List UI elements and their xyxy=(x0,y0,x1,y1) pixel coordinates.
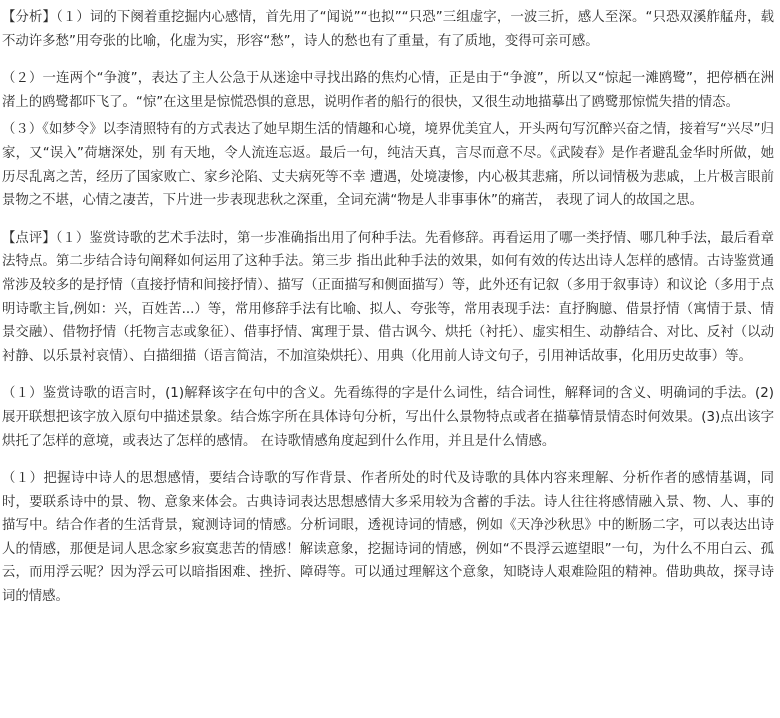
comment-paragraph-1: 【点评】（１）鉴赏诗歌的艺术手法时，第一步准确指出用了何种手法。先看修辞。再看运用了哪一类抒情、哪几种手法，最后看章法特点。第二步结合诗句阐释如何运用了这种手法。第三步 指出此种手法的效果，如何有效的传达出诗人怎样的感情。古诗鉴赏通常涉及较多的是抒情（直接抒情和间接抒情）、描写（正面描写和侧面描写）等，此外还有记叙（多用于叙事诗）和议论（多用于点明诗歌主旨,例如：兴，百姓苦...）等，常用修辞手法有比喻、拟人、夸张等，常用表现手法：直抒胸臆、借景抒情（寓情于景、情景交融）、借物抒情（托物言志或象征）、借事抒情、寓理于景、借古讽今、烘托（衬托）、虚实相生、动静结合、对比、反衬（以动衬静、以乐景衬哀情）、白描细描（语言简洁，不加渲染烘托）、用典（化用前人诗文句子，引用神话故事，化用历史故事）等。 xyxy=(2,230,774,364)
analysis-paragraph-2: （２）一连两个“争渡”，表达了主人公急于从迷途中寻找出路的焦灼心情，正是由于“争渡”，所以又“惊起一滩鸥鹭”，把停栖在洲渚上的鸥鹭都吓飞了。“惊”在这里是惊慌恐惧的意思，说明作者的船行的很快，又很生动地描摹出了鸥鹭那惊慌失措的情态。 xyxy=(2,71,774,110)
comment-paragraph-3: （１）把握诗中诗人的思想感情，要结合诗歌的写作背景、作者所处的时代及诗歌的具体内容来理解、分析作者的感情基调，同时，要联系诗中的景、物、意象来体会。古典诗词表达思想感情大多采用较为含蓄的手法。诗人往往将感情融入景、物、人、事的描写中。结合作者的生活背景，窥测诗词的情感。分析词眼，透视诗词的情感，例如《天净沙秋思》中的断肠二字，可以表达出诗人的情感，那便是词人思念家乡寂寞悲苦的情感！解读意象，挖掘诗词的情感，例如“不畏浮云遮望眼”一句，为什么不用白云、孤云，而用浮云呢？因为浮云可以暗指困难、挫折、障碍等。可以通过理解这个意象，知晓诗人艰难险阻的精神。借助典故，探寻诗词的情感。 xyxy=(2,471,774,605)
analysis-paragraph-3: （３）《如梦令》以李清照特有的方式表达了她早期生活的情趣和心境，境界优美宜人，开头两句写沉醉兴奋之情，接着写“兴尽”归家，又“误入”荷塘深处，别 有天地，令人流连忘返。最后一句，纯洁天真，言尽而意不尽。《武陵春》是作者避乱金华时所做，她历尽乱离之苦，经历了国家败亡、家乡沦陷、丈夫病死等不幸 遭遇，处境凄惨，内心极其悲痛，所以词情极为悲戚，上片极言眼前景物之不堪，心情之凄苦，下片进一步表现悲秋之深重，全词充满“物是人非事事休”的痛苦， 表现了词人的故国之思。 xyxy=(2,122,774,209)
analysis-paragraph-1: 【分析】（１）词的下阕着重挖掘内心感情，首先用了“闻说”“也拟”“只恐”三组虚字，一波三折，感人至深。“只恐双溪舴艋舟，载不动许多愁”用夸张的比喻，化虚为实，形容“愁”，诗人的愁也有了重量，有了质地，变得可亲可感。 xyxy=(2,10,774,49)
comment-paragraph-2: （１）鉴赏诗歌的语言时，(1)解释该字在句中的含义。先看练得的字是什么词性，结合词性，解释词的含义、明确词的手法。(2)展开联想把该字放入原句中描述景象。结合炼字所在具体诗句分析，写出什么景物特点或者在描摹情景情态时何效果。(3)点出该字烘托了怎样的意境，或表达了怎样的感情。 在诗歌情感角度起到什么作用，并且是什么情感。 xyxy=(2,386,774,449)
